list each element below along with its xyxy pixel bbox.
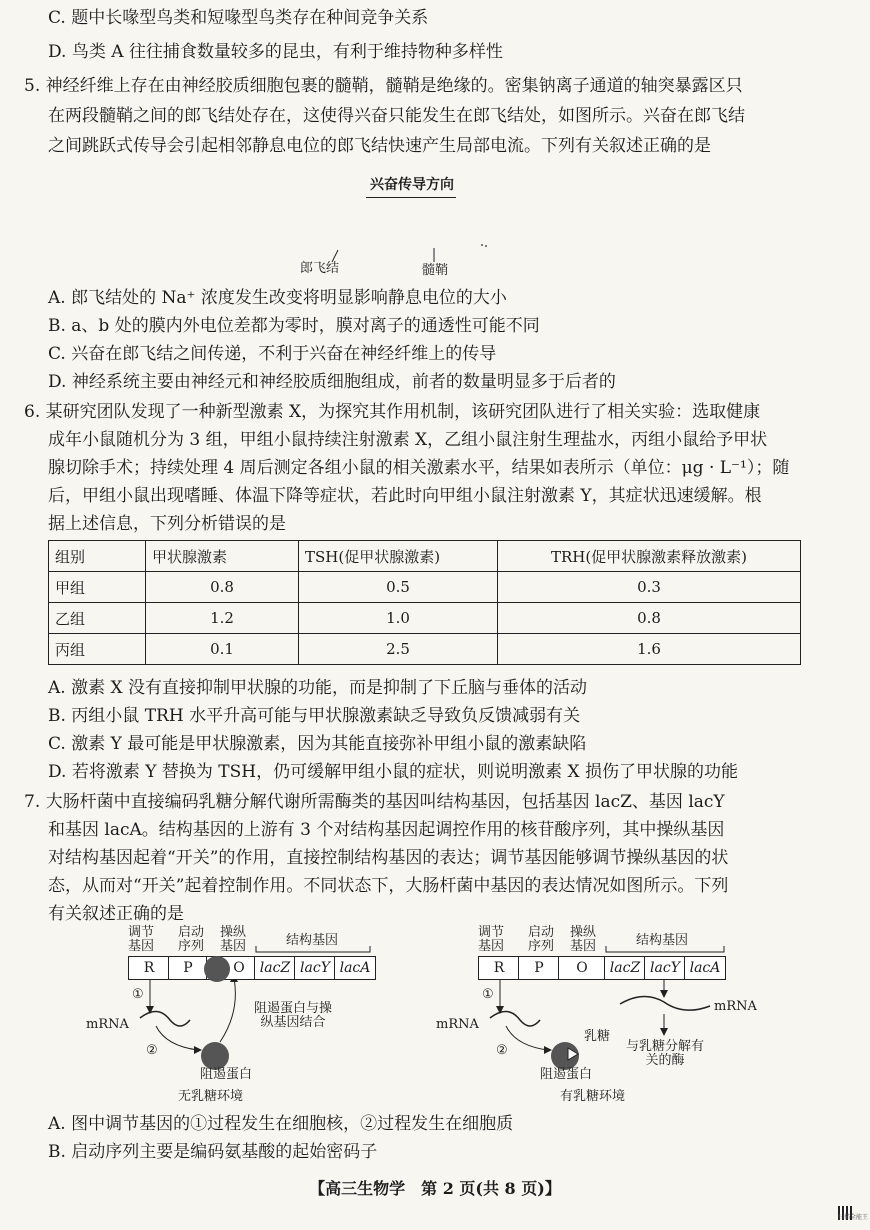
q6-option-a: A. 激素 X 没有直接抑制甲状腺的功能，而是抑制了下丘脑与垂体的活动 (48, 678, 587, 698)
mrna-label: mRNA (86, 1017, 129, 1032)
table-row (49, 634, 801, 665)
gene-box-p: P (168, 956, 208, 980)
gene-box-laca: lacA (334, 956, 376, 980)
no-lactose-env-label: 无乳糖环境 (178, 1089, 244, 1104)
label-line: 启动 (528, 925, 555, 940)
table-cell: 0.1 (146, 634, 299, 665)
scanner-watermark: 扫描全能王 (837, 1214, 868, 1221)
table-cell: 0.5 (299, 572, 498, 603)
lactose-label: 乳糖 (584, 1029, 611, 1044)
label-line: 调节 (128, 925, 155, 940)
q6-stem-line: 据上述信息，下列分析错误的是 (48, 514, 286, 534)
node-of-ranvier-label: 郎飞结 (300, 261, 340, 276)
q5-stem-line: 5. 神经纤维上存在由神经胶质细胞包裹的髓鞘，髓鞘是绝缘的。密集钠离子通道的轴突暴露区只 (24, 76, 743, 96)
q7-stem-line: 7. 大肠杆菌中直接编码乳糖分解代谢所需酶类的基因叫结构基因，包括基因 lacZ、基因 lacY (24, 792, 725, 812)
step-2-label: ② (146, 1043, 158, 1058)
table-cell: 丙组 (49, 634, 146, 665)
table-cell: 0.8 (146, 572, 299, 603)
operon-no-lactose-figure (70, 922, 400, 1112)
label-line: 启动 (178, 925, 205, 940)
table-cell: 乙组 (49, 603, 146, 634)
gene-box-r: R (478, 956, 520, 980)
table-cell: 甲组 (49, 572, 146, 603)
operon-lactose-figure (420, 922, 780, 1112)
q5-option-d: D. 神经系统主要由神经元和神经胶质细胞组成，前者的数量明显多于后者的 (48, 372, 616, 392)
label-line: 纵基因结合 (260, 1015, 326, 1030)
structural-genes-label: 结构基因 (286, 933, 339, 948)
label-line: 序列 (178, 939, 205, 954)
page-footer: 【高三生物学 第 2 页(共 8 页)】 (309, 1179, 561, 1198)
gene-box-lacy: lacY (644, 956, 686, 980)
label-line: 关的酶 (645, 1053, 685, 1068)
myelin-label: 髓鞘 (422, 263, 449, 278)
q4-option-d: D. 鸟类 A 往往捕食数量较多的昆虫，有利于维持物种多样性 (48, 42, 503, 62)
mrna-label: mRNA (436, 1017, 479, 1032)
q5-stem-line: 在两段髓鞘之间的郎飞结处存在，这使得兴奋只能发生在郎飞结处，如图所示。兴奋在郎飞结 (48, 106, 745, 126)
q5-option-a: A. 郎飞结处的 Na⁺ 浓度发生改变将明显影响静息电位的大小 (48, 288, 507, 308)
q4-option-c: C. 题中长喙型鸟类和短喙型鸟类存在种间竞争关系 (48, 8, 429, 28)
label-line: 操纵 (220, 925, 247, 940)
table-cell: 2.5 (299, 634, 498, 665)
q6-stem-line: 腺切除手术；持续处理 4 周后测定各组小鼠的相关激素水平，结果如表所示（单位：μg · L⁻¹）；随 (48, 458, 790, 478)
step-1-label: ① (482, 987, 494, 1002)
table-header-row (49, 541, 801, 572)
q7-stem-line: 有关叙述正确的是 (48, 904, 184, 924)
label-line: 调节 (478, 925, 505, 940)
q5-option-b: B. a、b 处的膜内外电位差都为零时，膜对离子的通透性可能不同 (48, 316, 540, 336)
table-header: TRH(促甲状腺激素释放激素) (498, 541, 801, 572)
q6-stem-line: 6. 某研究团队发现了一种新型激素 X，为探究其作用机制，该研究团队进行了相关实验：选取健康 (24, 402, 761, 422)
q5-option-c: C. 兴奋在郎飞结之间传递，不利于兴奋在神经纤维上的传导 (48, 344, 497, 364)
gene-box-lacz: lacZ (604, 956, 646, 980)
table-cell: 1.0 (299, 603, 498, 634)
direction-label: 兴奋传导方向 (370, 177, 454, 193)
repressor-label: 阻遏蛋白 (200, 1067, 253, 1082)
label-line: 与乳糖分解有 (626, 1039, 705, 1054)
label-line: 基因 (220, 939, 247, 954)
table-cell: 0.8 (498, 603, 801, 634)
label-line: 基因 (570, 939, 597, 954)
gene-box-laca: lacA (684, 956, 726, 980)
label-line: 阻遏蛋白与操 (254, 1001, 333, 1016)
table-row (49, 603, 801, 634)
gene-box-p: P (518, 956, 560, 980)
binding-note (254, 1002, 332, 1030)
q6-option-c: C. 激素 Y 最可能是甲状腺激素，因为其能直接弥补甲组小鼠的激素缺陷 (48, 734, 587, 754)
label-line: 序列 (528, 939, 555, 954)
q6-option-d: D. 若将激素 Y 替换为 TSH，仍可缓解甲组小鼠的症状，则说明激素 X 损伤了甲状腺的功能 (48, 762, 738, 782)
q6-stem-line: 后，甲组小鼠出现嗜睡、体温下降等症状，若此时向甲组小鼠注射激素 Y，其症状迅速缓解。根 (48, 486, 762, 506)
q6-stem-line: 成年小鼠随机分为 3 组，甲组小鼠持续注射激素 X，乙组小鼠注射生理盐水，丙组小鼠给予甲状 (48, 430, 768, 450)
table-cell: 0.3 (498, 572, 801, 603)
q7-stem-line: 态，从而对“开关”起着控制作用。不同状态下，大肠杆菌中基因的表达情况如图所示。下列 (48, 876, 729, 896)
label-line: 基因 (128, 939, 155, 954)
hormone-table (48, 540, 801, 665)
label-line: 操纵 (570, 925, 597, 940)
q7-option-b: B. 启动序列主要是编码氨基酸的起始密码子 (48, 1142, 378, 1162)
mrna-label: mRNA (714, 999, 757, 1014)
label-line: 基因 (478, 939, 505, 954)
step-1-label: ① (132, 987, 144, 1002)
lactose-env-label: 有乳糖环境 (560, 1089, 626, 1104)
repressor-label: 阻遏蛋白 (540, 1067, 593, 1082)
q7-option-a: A. 图中调节基因的①过程发生在细胞核，②过程发生在细胞质 (48, 1114, 514, 1134)
q5-stem-line: 之间跳跃式传导会引起相邻静息电位的郎飞结快速产生局部电流。下列有关叙述正确的是 (48, 136, 711, 156)
step-2-label: ② (496, 1043, 508, 1058)
repressor-bound-icon (204, 956, 230, 982)
gene-box-r: R (128, 956, 170, 980)
box-text: O (233, 960, 245, 976)
enzymes-note (626, 1040, 704, 1068)
table-header: 甲状腺激素 (146, 541, 299, 572)
structural-genes-label: 结构基因 (636, 933, 689, 948)
table-header: TSH(促甲状腺激素) (299, 541, 498, 572)
q5-figure (260, 172, 560, 282)
q7-stem-line: 和基因 lacA。结构基因的上游有 3 个对结构基因起调控作用的核苷酸序列，其中操纵基因 (48, 820, 725, 840)
gene-box-lacz: lacZ (254, 956, 296, 980)
q7-stem-line: 对结构基因起着“开关”的作用，直接控制结构基因的表达；调节基因能够调节操纵基因的状 (48, 848, 729, 868)
table-cell: 1.6 (498, 634, 801, 665)
table-row (49, 572, 801, 603)
table-header: 组别 (49, 541, 146, 572)
gene-box-o: O (558, 956, 606, 980)
q6-option-b: B. 丙组小鼠 TRH 水平升高可能与甲状腺激素缺乏导致负反馈减弱有关 (48, 706, 581, 726)
table-cell: 1.2 (146, 603, 299, 634)
gene-box-lacy: lacY (294, 956, 336, 980)
